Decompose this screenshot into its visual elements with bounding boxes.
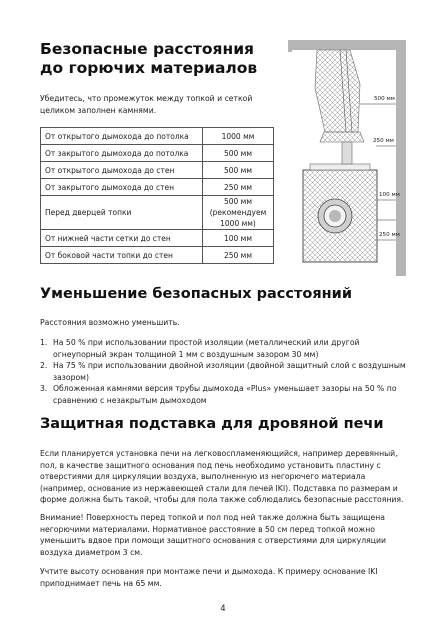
table-cell-value-line: 100 мм — [223, 233, 252, 243]
table-cell-value-line: 250 мм — [223, 250, 252, 260]
table-row — [41, 196, 274, 230]
table-cell-value — [203, 196, 274, 230]
list-item — [40, 337, 406, 360]
table-cell-value-line: 1000 мм — [221, 131, 255, 141]
table-cell-label: Перед дверцей топки — [41, 196, 203, 230]
table-row — [41, 128, 274, 145]
section-title-line-2: до горючих материалов — [40, 59, 258, 77]
table-row — [41, 230, 274, 247]
firebox-door-icon — [318, 199, 352, 233]
table-cell-value-line: 500 мм — [223, 165, 252, 175]
section-title-distances — [40, 40, 280, 78]
table-cell-value — [203, 128, 274, 145]
table-cell-value-line: 500 мм — [223, 197, 252, 206]
list-item-number: 1. — [40, 338, 48, 347]
reduce-intro-text: Расстояния возможно уменьшить. — [40, 318, 180, 327]
list-item-text: На 50 % при использовании простой изоляции (металлический или другой огнеупорный экран толщиной 1 мм с воздушным зазором 30 мм) — [53, 338, 360, 359]
distances-table — [40, 127, 274, 264]
base-paragraph-1: Если планируется установка печи на легковоспламеняющийся, например деревянный, пол, в качестве защитного основания под печь необходимо установить пластину с отверстиями для циркуляции воздуха, выполненную из негорючего материала (например, основание из нержавеющей стали для печей IKI). Подставка по размерам и форме должна быть такой, чтобы для пола также соблюдались безопасные расстояния. — [40, 449, 404, 504]
table-cell-value — [203, 162, 274, 179]
reduce-list — [40, 337, 406, 406]
dimension-label-chimney-wall: 500 мм — [374, 96, 395, 102]
table-row — [41, 179, 274, 196]
table-cell-label: От открытого дымохода до стен — [41, 162, 203, 179]
list-item-text: Обложенная камнями версия трубы дымохода «Plus» уменьшает зазоры на 50 % по сравнению с незакрытым дымоходом — [53, 384, 397, 405]
table-cell-value-line: 500 мм — [223, 148, 252, 158]
list-item — [40, 360, 406, 383]
table-cell-value — [203, 145, 274, 162]
base-paragraph-2: Внимание! Поверхность перед топкой и пол под ней также должна быть защищена негорючими материалами. Нормативное расстояние в 50 см перед топкой можно уменьшить вдвое при помощи защитного основания с отверстиями для циркуляции воздуха диаметром 3 см. — [40, 513, 386, 557]
stove-clearance-diagram — [280, 40, 430, 280]
table-cell-value-line: (рекомендуем — [209, 208, 267, 217]
table-cell-value — [203, 179, 274, 196]
table-row — [41, 145, 274, 162]
table-cell-value — [203, 247, 274, 264]
table-cell-label: От боковой части топки до стен — [41, 247, 203, 264]
dimension-label-grid-wall: 100 мм — [379, 192, 400, 198]
dimension-label-firebox-wall: 250 мм — [379, 232, 400, 238]
table-cell-label: От нижней части сетки до стен — [41, 230, 203, 247]
section-title-reduce: Уменьшение безопасных расстояний — [40, 286, 352, 302]
table-cell-label: От закрытого дымохода до потолка — [41, 145, 203, 162]
list-item — [40, 383, 406, 406]
section-title-line-1: Безопасные расстояния — [40, 40, 255, 58]
table-cell-value-line: 250 мм — [223, 182, 252, 192]
list-item-number: 3. — [40, 384, 48, 393]
page-number: 4 — [220, 604, 226, 614]
dimension-label-pipe-wall: 250 мм — [373, 138, 394, 144]
list-item-number: 2. — [40, 361, 48, 370]
list-item-text: На 75 % при использовании двойной изоляции (двойной защитный слой с воздушным зазором) — [53, 361, 406, 382]
table-cell-label: От закрытого дымохода до стен — [41, 179, 203, 196]
base-paragraph-3: Учтите высоту основания при монтаже печи и дымохода. К примеру основание IKI приподнимает печь на 65 мм. — [40, 567, 378, 588]
chimney-stone-cladding — [315, 50, 364, 142]
table-row — [41, 247, 274, 264]
section-title-base: Защитная подставка для дровяной печи — [40, 416, 384, 432]
table-cell-label: От открытого дымохода до потолка — [41, 128, 203, 145]
intro-text: Убедитесь, что промежуток между топкой и сеткой целиком заполнен камнями. — [40, 94, 253, 115]
table-row — [41, 162, 274, 179]
table-cell-value-line: 1000 мм) — [220, 219, 256, 228]
table-cell-value — [203, 230, 274, 247]
